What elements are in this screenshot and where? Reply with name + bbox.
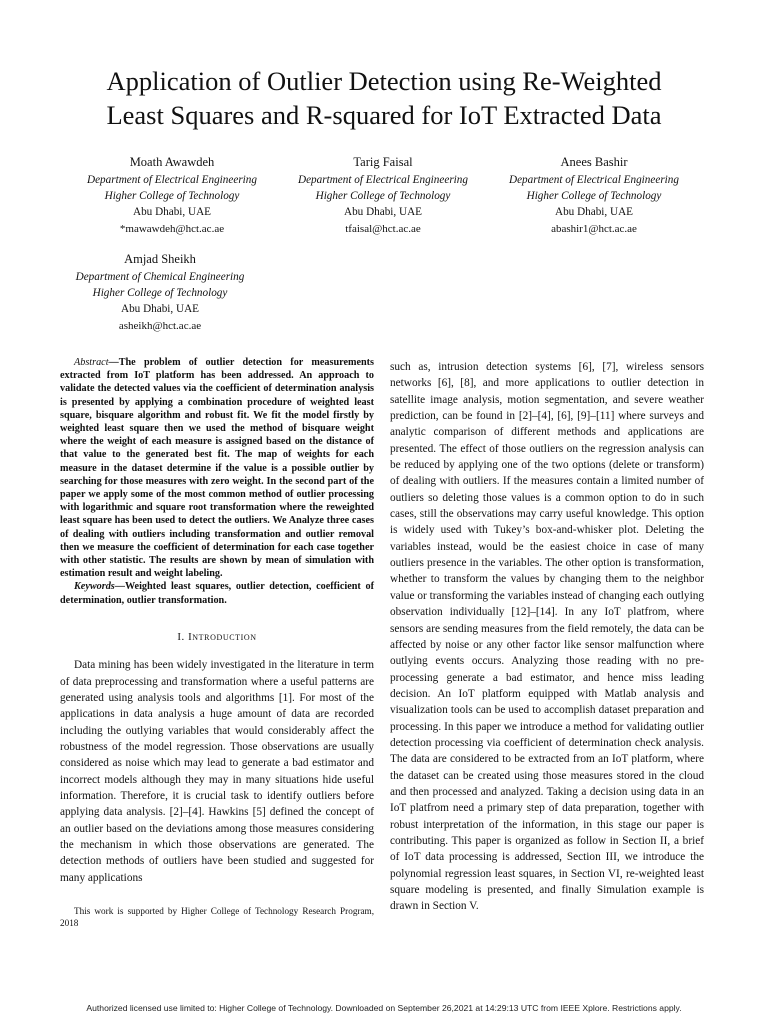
author-block xyxy=(494,153,694,237)
abstract-label: Abstract xyxy=(74,357,109,368)
keywords-text: —Weighted least squares, outlier detection, coefficient of determination, outlier transformation. xyxy=(60,581,374,606)
right-column xyxy=(390,359,704,915)
intro-paragraph-right: such as, intrusion detection systems [6], [7], wireless sensors networks [6], [8], and more applications to outlier detection in satellite image analysis, motion segmentation, and severe weather prediction, can be found in [2]–[4], [6], [9]–[11] where surveys and analytic comparison of different methods and applications are presented. The effect of those outliers on the regression analysis can be reduced by applying one of the two options (delete or transform) of dealing with outliers. If the measures contain a limited number of outliers so deleting those values is a common option to do in such cases, still the observations may carry useful knowledge. This option is widely used with Tukey’s box-and-whisker plot. Deleting the variables instead, would be the easiest choice in case of many outliers presence in the variables. The other option is transformation, whether to transform the values by changing them to the neighbor value or transforming the variables instead of changing each outlying observation individually [12]–[14]. In any IoT platfrom, where sensors are sending measures from the field remotely, the data can be affected by noise or any other factor like sensor malfunction where outlying events occurs. Analyzing those reading with no pre-processing generate a bad estimator, and hence miss leading decision. An IoT platform equipped with Matlab analysis and visualization tools can be used to accomplish dataset preparation and processing. In this paper we introduce a method for validating outlier detection processing via coefficient of determination check analysis. The data are considered to be extracted from an IoT platform, where the dataset can be created using those measures stored in the cloud and then processed and analyzed. Taking a decision using data in an IoT platfrom need a primary step of data preparation, together with robust interpretation of the information, in this stage our paper is contributing. This paper is organized as follow in Section II, a brief of IoT data processing is addressed, Section III, we introduce the polynomial regression least squares, in Section VI, re-weighted least square modeling is presented, and finally Simulation example is drawn in Section V. xyxy=(390,361,704,913)
left-column xyxy=(60,356,374,886)
license-notice: Authorized licensed use limited to: Higher College of Technology. Downloaded on September 26,2021 at 14:29:13 UTC from IEEE Xplore. Restrictions apply. xyxy=(86,1003,682,1013)
author-location: Abu Dhabi, UAE xyxy=(121,303,199,316)
author-location: Abu Dhabi, UAE xyxy=(133,206,211,219)
author-name: Anees Bashir xyxy=(560,155,628,169)
abstract xyxy=(60,356,374,580)
author-location: Abu Dhabi, UAE xyxy=(555,206,633,219)
author-block xyxy=(60,250,260,334)
author-email: asheikh@hct.ac.ae xyxy=(118,319,202,332)
section-heading-introduction: I. Introduction xyxy=(177,630,257,643)
keywords-label: Keywords xyxy=(74,581,115,593)
title-line-2: Least Squares and R-squared for IoT Extracted Data xyxy=(106,100,662,130)
author-institution: Higher College of Technology xyxy=(526,190,662,203)
paper-title xyxy=(0,64,768,132)
author-department: Department of Electrical Engineering xyxy=(298,174,468,186)
footnote: This work is supported by Higher College of Technology Research Program, 2018 xyxy=(60,906,374,928)
title-line-1: Application of Outlier Detection using Re-Weighted xyxy=(106,66,662,96)
keywords xyxy=(60,580,374,606)
author-name: Amjad Sheikh xyxy=(124,252,196,266)
author-email: *mawawdeh@hct.ac.ae xyxy=(119,222,225,235)
author-department: Department of Electrical Engineering xyxy=(87,174,257,186)
author-email: tfaisal@hct.ac.ae xyxy=(345,222,421,235)
author-institution: Higher College of Technology xyxy=(104,190,240,203)
abstract-text: —The problem of outlier detection for measurements extracted from IoT platform has been addressed. An approach to validate the detected values via the coefficient of determination analysis is presented by applying a combination procedure of weighted least square, bisquare algorithm and robust fit. We fit the model firstly by weighted least square then we used the method of bisquare weight where the weight of each measure is assigned based on the distance of that value to the generated best fit. The map of weights for each measure in the dataset determine if the value is a possible outlier by searching for those measures with zero weight. In the second part of the paper we apply some of the most common method of outlier processing with logarithmic and square root transformation where the reweighted least square has been used to detect the outliers. We Analyze three cases of dealing with outliers including transformation and outlier removal then we measure the coefficient of determination for each case together with other statistic. The results are shown by mean of simulation with estimation result and weight labeling. xyxy=(60,357,374,580)
author-department: Department of Electrical Engineering xyxy=(509,174,679,186)
author-block xyxy=(283,153,483,237)
author-institution: Higher College of Technology xyxy=(315,190,451,203)
author-block xyxy=(72,153,272,237)
author-name: Tarig Faisal xyxy=(353,155,413,169)
author-department: Department of Chemical Engineering xyxy=(75,271,245,283)
intro-paragraph-left: Data mining has been widely investigated in the literature in term of data preprocessing and transformation where a useful patterns are generated using analysis tools and algorithms [1]. For most of the applications in data analysis a huge amount of data are recorded including the outlying variables that would considerably affect the robustness of the model regression. Those observations are usually considered as noise which may lead to generate a bad estimator and incorrect models although they may in many situations hide useful information. Therefore, it is crucial task to identify outliers before applying data analysis. [2]–[4]. Hawkins [5] defined the concept of an outlier based on the deviations among those measures considering the mechanism in which those observations are generated. The detection methods of outliers have been studied and suggested for many applications xyxy=(60,659,374,884)
author-email: abashir1@hct.ac.ae xyxy=(551,222,637,235)
author-name: Moath Awawdeh xyxy=(129,155,215,169)
author-institution: Higher College of Technology xyxy=(92,287,228,300)
author-location: Abu Dhabi, UAE xyxy=(344,206,422,219)
